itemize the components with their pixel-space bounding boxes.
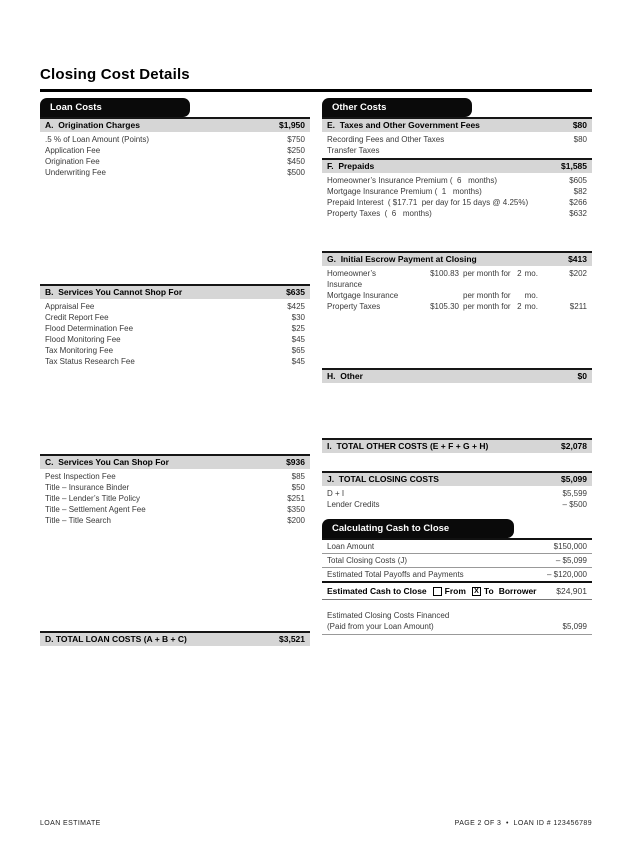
section-e-title: E. Taxes and Other Government Fees [327, 120, 480, 130]
escrow-item-value: $211 [569, 302, 587, 311]
line-item-value: $30 [291, 313, 305, 322]
section-b [40, 284, 310, 367]
cash-to-close-tab: Calculating Cash to Close [322, 519, 514, 538]
line-item-value: $500 [287, 168, 305, 177]
cash-row [322, 568, 592, 583]
line-item-label: Mortgage Insurance Premium ( 1 months) [327, 187, 482, 196]
line-item [322, 208, 592, 219]
section-f-title: F. Prepaids [327, 161, 375, 171]
section-h-header [322, 368, 592, 383]
line-item-label: .5 % of Loan Amount (Points) [45, 135, 150, 144]
footer-page-loan-id: PAGE 2 OF 3 • LOAN ID # 123456789 [454, 820, 592, 827]
line-item-label: Flood Monitoring Fee [45, 335, 121, 344]
line-item [40, 504, 310, 515]
section-h-total: $0 [577, 371, 587, 381]
escrow-item-per-text: per month for [463, 291, 511, 300]
footer-doc-type: LOAN ESTIMATE [40, 820, 101, 827]
line-item [40, 301, 310, 312]
line-item-label: Prepaid Interest ( $17.71 per day for 15 days @ 4.25%) [327, 198, 529, 207]
line-item [322, 499, 592, 510]
escrow-item-label: Homeowner’s Insurance [327, 269, 377, 289]
section-e-header [322, 117, 592, 132]
line-item-label: Recording Fees and Other Taxes [327, 135, 445, 144]
line-item [322, 175, 592, 186]
section-h-title: H. Other [327, 371, 363, 381]
line-item [322, 186, 592, 197]
line-item-value: $605 [569, 176, 587, 185]
line-item-label: Homeowner’s Insurance Premium ( 6 months) [327, 176, 497, 185]
from-checkbox[interactable] [433, 587, 442, 596]
cash-row-label: Total Closing Costs (J) [327, 556, 408, 565]
section-d-title: D. TOTAL LOAN COSTS (A + B + C) [45, 634, 187, 644]
section-f [322, 158, 592, 219]
line-item-value: $65 [291, 346, 305, 355]
section-g-total: $413 [568, 254, 587, 264]
line-item [40, 356, 310, 367]
section-a-header [40, 117, 310, 132]
line-item-label: Flood Determination Fee [45, 324, 134, 333]
to-checkbox[interactable]: X [472, 587, 481, 596]
escrow-item-months [511, 290, 522, 301]
section-c-header [40, 454, 310, 469]
line-item [40, 482, 310, 493]
line-item-label: D + I [327, 489, 345, 498]
line-item [40, 145, 310, 156]
line-item [322, 197, 592, 208]
section-i-title: I. TOTAL OTHER COSTS (E + F + G + H) [327, 441, 489, 451]
escrow-item-months: 2 [517, 269, 522, 278]
escrow-item-per-text: per month for [463, 269, 511, 278]
section-d [40, 631, 310, 646]
section-c-title: C. Services You Can Shop For [45, 457, 169, 467]
other-costs-column [322, 98, 592, 646]
loan-costs-tab: Loan Costs [40, 98, 190, 117]
line-item-value: $450 [287, 157, 305, 166]
line-item-label: Underwriting Fee [45, 168, 106, 177]
escrow-item-rate: $100.83 [430, 269, 459, 278]
section-a-title: A. Origination Charges [45, 120, 140, 130]
line-item [40, 134, 310, 145]
section-b-header [40, 284, 310, 299]
escrow-item-rate: $105.30 [430, 302, 459, 311]
estimated-cash-to-close-row [322, 583, 592, 600]
section-g-items [322, 266, 592, 312]
line-item-label: Lender Credits [327, 500, 380, 509]
line-item-label: Property Taxes ( 6 months) [327, 209, 432, 218]
estimated-cash-to-close-value: $24,901 [556, 586, 587, 596]
escrow-line-item [322, 301, 592, 312]
line-item-label: Pest Inspection Fee [45, 472, 116, 481]
line-item [40, 312, 310, 323]
section-j-title: J. TOTAL CLOSING COSTS [327, 474, 439, 484]
line-item-label: Tax Monitoring Fee [45, 346, 114, 355]
cash-to-close-section [322, 519, 592, 635]
section-f-header [322, 158, 592, 173]
escrow-item-mo-text: mo. [524, 302, 538, 311]
line-item-value: $82 [573, 187, 587, 196]
line-item-label: Title – Insurance Binder [45, 483, 130, 492]
section-j-items [322, 486, 592, 510]
line-item-label: Title – Settlement Agent Fee [45, 505, 146, 514]
line-item-value: $251 [287, 494, 305, 503]
escrow-item-label: Mortgage Insurance [327, 291, 399, 300]
line-item-value: $85 [291, 472, 305, 481]
line-item-value: $50 [291, 483, 305, 492]
cash-to-close-table [322, 538, 592, 635]
closing-costs-financed-value: $5,099 [562, 622, 587, 631]
escrow-item-value [538, 290, 587, 301]
section-i-total: $2,078 [561, 441, 587, 451]
page-content [40, 66, 592, 646]
cash-row-value: $150,000 [553, 542, 587, 551]
section-c-items [40, 469, 310, 526]
line-item-value: $266 [569, 198, 587, 207]
line-item-value: $350 [287, 505, 305, 514]
line-item [40, 345, 310, 356]
escrow-item-months: 2 [517, 302, 522, 311]
line-item-label: Title – Title Search [45, 516, 111, 525]
line-item-value: $425 [287, 302, 305, 311]
closing-costs-financed-row [322, 610, 592, 635]
section-i-header [322, 438, 592, 453]
section-f-items [322, 173, 592, 219]
two-column-layout [40, 98, 592, 646]
from-label: From [444, 586, 466, 596]
section-i [322, 438, 592, 453]
line-item [40, 167, 310, 178]
cash-row [322, 554, 592, 568]
escrow-item-rate [412, 290, 459, 301]
line-item-label: Credit Report Fee [45, 313, 109, 322]
cash-row-value: – $5,099 [555, 556, 587, 565]
line-item [40, 471, 310, 482]
section-j-total: $5,099 [561, 474, 587, 484]
loan-costs-column [40, 98, 310, 646]
closing-costs-financed-label [327, 610, 449, 632]
section-c-total: $936 [286, 457, 305, 467]
line-item-value: – $500 [562, 500, 587, 509]
line-item [40, 493, 310, 504]
cash-row-value: – $120,000 [546, 570, 587, 579]
page-title: Closing Cost Details [40, 66, 592, 92]
section-a-items [40, 132, 310, 178]
line-item-value: $80 [573, 135, 587, 144]
escrow-item-per-text: per month for [463, 302, 511, 311]
line-item-value: $25 [291, 324, 305, 333]
escrow-line-item [322, 290, 592, 301]
section-b-total: $635 [286, 287, 305, 297]
section-a-total: $1,950 [279, 120, 305, 130]
section-j-header [322, 471, 592, 486]
section-g [322, 251, 592, 312]
line-item-value: $250 [287, 146, 305, 155]
line-item [40, 156, 310, 167]
page-footer [40, 820, 592, 827]
escrow-line-item [322, 268, 592, 290]
estimated-cash-to-close-left [327, 586, 536, 596]
estimated-cash-to-close-label: Estimated Cash to Close [327, 586, 427, 596]
line-item-label: Tax Status Research Fee [45, 357, 135, 366]
cash-row-label: Loan Amount [327, 542, 375, 551]
financed-label-line1: Estimated Closing Costs Financed [327, 611, 450, 620]
line-item-value: $200 [287, 516, 305, 525]
line-item-label: Application Fee [45, 146, 101, 155]
line-item-value: $45 [291, 335, 305, 344]
escrow-item-mo-text: mo. [524, 291, 538, 300]
section-b-title: B. Services You Cannot Shop For [45, 287, 183, 297]
line-item-label: Title – Lender’s Title Policy [45, 494, 141, 503]
section-g-header [322, 251, 592, 266]
section-h [322, 368, 592, 383]
line-item [322, 134, 592, 145]
section-b-items [40, 299, 310, 367]
section-d-header [40, 631, 310, 646]
section-d-total: $3,521 [279, 634, 305, 644]
cash-row [322, 540, 592, 554]
line-item [40, 515, 310, 526]
escrow-item-value: $202 [569, 269, 587, 278]
section-c [40, 454, 310, 526]
escrow-item-label: Property Taxes [327, 302, 381, 311]
line-item [322, 488, 592, 499]
borrower-label: Borrower [498, 586, 537, 596]
section-f-total: $1,585 [561, 161, 587, 171]
line-item [40, 323, 310, 334]
section-a [40, 117, 310, 178]
section-e [322, 117, 592, 156]
section-j [322, 471, 592, 510]
line-item-label: Appraisal Fee [45, 302, 95, 311]
section-e-items [322, 132, 592, 156]
financed-label-line2: (Paid from your Loan Amount) [327, 622, 434, 631]
line-item [322, 145, 592, 156]
section-e-total: $80 [572, 120, 587, 130]
line-item-value: $632 [569, 209, 587, 218]
line-item-value: $750 [287, 135, 305, 144]
section-g-title: G. Initial Escrow Payment at Closing [327, 254, 477, 264]
to-label: To [483, 586, 494, 596]
cash-row-label: Estimated Total Payoffs and Payments [327, 570, 464, 579]
other-costs-tab: Other Costs [322, 98, 472, 117]
line-item-label: Transfer Taxes [327, 146, 380, 155]
line-item [40, 334, 310, 345]
line-item-label: Origination Fee [45, 157, 100, 166]
escrow-item-mo-text: mo. [524, 269, 538, 278]
line-item-value: $45 [291, 357, 305, 366]
line-item-value: $5,599 [562, 489, 587, 498]
